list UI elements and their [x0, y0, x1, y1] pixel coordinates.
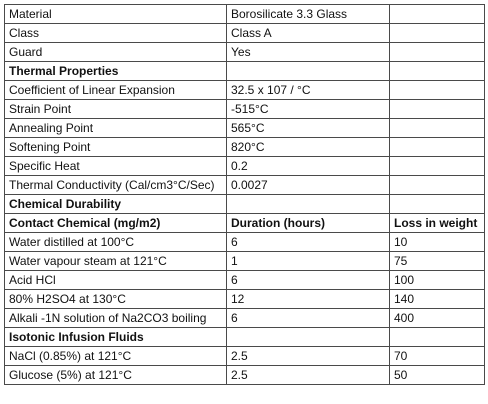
empty-cell — [390, 24, 485, 43]
empty-cell — [390, 81, 485, 100]
chemical-cell: NaCl (0.85%) at 121°C — [5, 347, 227, 366]
property-value: 565°C — [227, 119, 390, 138]
chemical-cell: Water distilled at 100°C — [5, 233, 227, 252]
duration-cell: 2.5 — [227, 366, 390, 385]
loss-cell: 70 — [390, 347, 485, 366]
property-value: Class A — [227, 24, 390, 43]
section-title-isotonic: Isotonic Infusion Fluids — [5, 328, 227, 347]
duration-cell: 12 — [227, 290, 390, 309]
property-value: 820°C — [227, 138, 390, 157]
duration-cell: 6 — [227, 271, 390, 290]
property-value: -515°C — [227, 100, 390, 119]
table-row — [5, 252, 485, 271]
duration-cell: 6 — [227, 309, 390, 328]
spec-table-container — [4, 4, 485, 385]
property-label: Specific Heat — [5, 157, 227, 176]
table-row — [5, 271, 485, 290]
duration-cell: 6 — [227, 233, 390, 252]
empty-cell — [390, 176, 485, 195]
table-row — [5, 119, 485, 138]
loss-cell: 140 — [390, 290, 485, 309]
empty-cell — [390, 119, 485, 138]
table-row — [5, 5, 485, 24]
table-row — [5, 309, 485, 328]
property-value: Yes — [227, 43, 390, 62]
loss-cell: 400 — [390, 309, 485, 328]
empty-cell — [390, 5, 485, 24]
column-header-duration: Duration (hours) — [227, 214, 390, 233]
table-row — [5, 233, 485, 252]
empty-cell — [390, 62, 485, 81]
column-header-row — [5, 214, 485, 233]
section-row — [5, 328, 485, 347]
empty-cell — [227, 62, 390, 81]
table-row — [5, 176, 485, 195]
property-label: Thermal Conductivity (Cal/cm3°C/Sec) — [5, 176, 227, 195]
empty-cell — [390, 43, 485, 62]
duration-cell: 1 — [227, 252, 390, 271]
section-title-chemical: Chemical Durability — [5, 195, 227, 214]
table-row — [5, 43, 485, 62]
section-row — [5, 195, 485, 214]
table-row — [5, 138, 485, 157]
empty-cell — [227, 195, 390, 214]
section-row — [5, 62, 485, 81]
empty-cell — [390, 328, 485, 347]
chemical-cell: Water vapour steam at 121°C — [5, 252, 227, 271]
duration-cell: 2.5 — [227, 347, 390, 366]
loss-cell: 75 — [390, 252, 485, 271]
property-label: Coefficient of Linear Expansion — [5, 81, 227, 100]
property-value: 0.2 — [227, 157, 390, 176]
chemical-cell: 80% H2SO4 at 130°C — [5, 290, 227, 309]
table-row — [5, 290, 485, 309]
table-row — [5, 347, 485, 366]
column-header-loss: Loss in weight — [390, 214, 485, 233]
table-row — [5, 366, 485, 385]
table-row — [5, 100, 485, 119]
property-value: Borosilicate 3.3 Glass — [227, 5, 390, 24]
empty-cell — [390, 100, 485, 119]
table-row — [5, 81, 485, 100]
table-row — [5, 157, 485, 176]
section-title-thermal: Thermal Properties — [5, 62, 227, 81]
chemical-cell: Alkali -1N solution of Na2CO3 boiling — [5, 309, 227, 328]
empty-cell — [390, 195, 485, 214]
chemical-cell: Glucose (5%) at 121°C — [5, 366, 227, 385]
property-label: Material — [5, 5, 227, 24]
empty-cell — [390, 138, 485, 157]
empty-cell — [390, 157, 485, 176]
property-label: Strain Point — [5, 100, 227, 119]
loss-cell: 50 — [390, 366, 485, 385]
property-label: Annealing Point — [5, 119, 227, 138]
property-label: Guard — [5, 43, 227, 62]
table-row — [5, 24, 485, 43]
loss-cell: 10 — [390, 233, 485, 252]
column-header-chemical: Contact Chemical (mg/m2) — [5, 214, 227, 233]
property-value: 32.5 x 107 / °C — [227, 81, 390, 100]
property-label: Softening Point — [5, 138, 227, 157]
property-value: 0.0027 — [227, 176, 390, 195]
property-label: Class — [5, 24, 227, 43]
empty-cell — [227, 328, 390, 347]
loss-cell: 100 — [390, 271, 485, 290]
chemical-cell: Acid HCl — [5, 271, 227, 290]
specification-table — [4, 4, 485, 385]
